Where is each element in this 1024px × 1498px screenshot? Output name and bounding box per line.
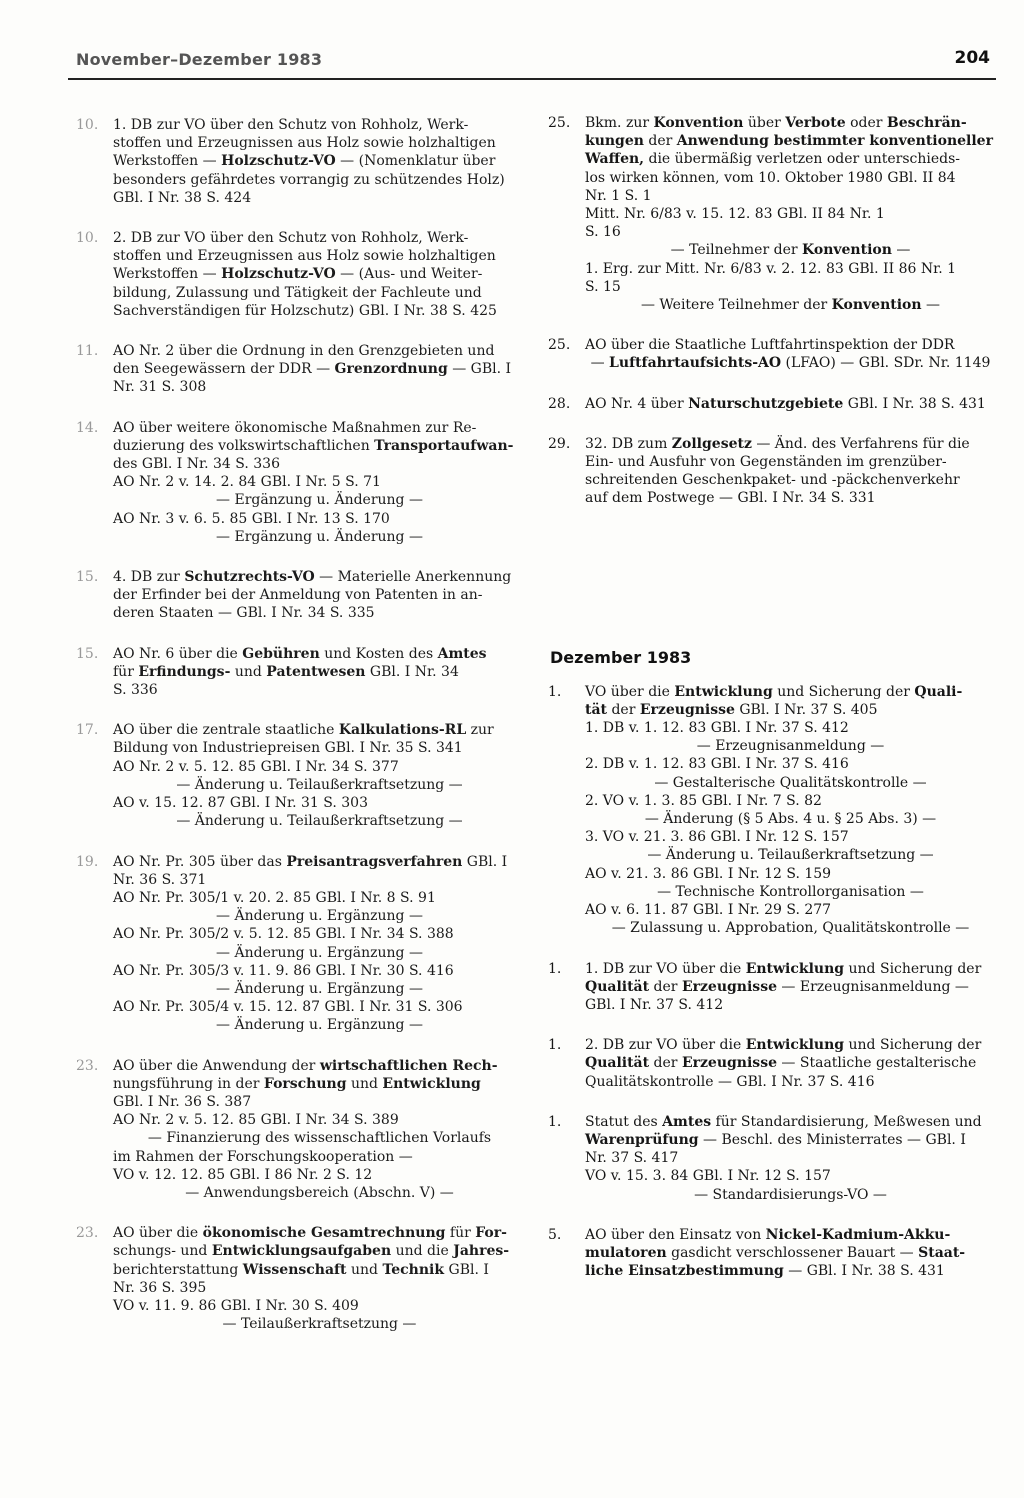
- entry-line: — Änderung u. Ergänzung —: [216, 908, 423, 925]
- entry-line: 2. DB v. 1. 12. 83 GBl. I Nr. 37 S. 416: [585, 756, 849, 773]
- right-column-top-entries: [548, 114, 996, 508]
- entry-line: AO v. 6. 11. 87 GBl. I Nr. 29 S. 277: [585, 902, 832, 919]
- entry-line: Waffen, die übermäßig verletzen oder unterschieds-: [585, 151, 961, 168]
- register-entry: [548, 336, 996, 372]
- entry-line: liche Einsatzbestimmung — GBl. I Nr. 38 S. 431: [585, 1263, 945, 1280]
- entry-date-number: 1.: [548, 1037, 562, 1054]
- entry-date-number: 25.: [548, 115, 571, 131]
- entry-line: AO Nr. Pr. 305/3 v. 11. 9. 86 GBl. I Nr. 30 S. 416: [113, 962, 454, 979]
- section-gap: [548, 530, 996, 648]
- entry-line: 4. DB zur Schutzrechts-VO — Materielle Anerkennung: [113, 569, 512, 586]
- entry-line: besonders gefährdetes vorrangig zu schützendes Holz): [113, 171, 505, 188]
- entry-line: AO Nr. 2 über die Ordnung in den Grenzgebieten und: [113, 343, 495, 360]
- entry-line: schungs- und Entwicklungsaufgaben und die Jahres-: [113, 1243, 510, 1260]
- register-entry: [76, 1224, 526, 1333]
- entry-line: 2. VO v. 1. 3. 85 GBl. I Nr. 7 S. 82: [585, 792, 822, 809]
- register-entry: [76, 853, 526, 1035]
- entry-line: VO über die Entwicklung und Sicherung der Quali-: [585, 683, 963, 700]
- register-entry: [76, 645, 526, 700]
- entry-line: Nr. 31 S. 308: [113, 379, 207, 396]
- entry-date-number: 11.: [76, 343, 99, 360]
- entry-line: AO Nr. 6 über die Gebühren und Kosten des Amtes: [113, 645, 487, 662]
- entry-line: — Änderung u. Teilaußerkraftsetzung —: [647, 847, 934, 864]
- entry-line: Warenprüfung — Beschl. des Ministerrates — GBl. I: [585, 1131, 966, 1148]
- entry-line: AO Nr. Pr. 305/4 v. 15. 12. 87 GBl. I Nr. 31 S. 306: [113, 999, 463, 1016]
- entry-line: AO Nr. Pr. 305 über das Preisantragsverfahren GBl. I: [113, 853, 508, 870]
- entry-line: Werkstoffen — Holzschutz-VO — (Nomenklatur über: [113, 153, 496, 170]
- entry-line: den Seegewässern der DDR — Grenzordnung — GBl. I: [113, 361, 512, 378]
- entry-line: AO Nr. 2 v. 5. 12. 85 GBl. I Nr. 34 S. 377: [113, 758, 399, 775]
- entry-line: — Änderung (§ 5 Abs. 4 u. § 25 Abs. 3) —: [644, 811, 937, 828]
- register-entry: [548, 960, 996, 1015]
- entry-line: VO v. 11. 9. 86 GBl. I Nr. 30 S. 409: [113, 1297, 359, 1314]
- entry-line: kungen der Anwendung bestimmter konventioneller: [585, 133, 993, 150]
- entry-date-number: 29.: [548, 435, 571, 452]
- entry-line: AO Nr. 2 v. 5. 12. 85 GBl. I Nr. 34 S. 389: [113, 1112, 399, 1129]
- left-column: [76, 116, 526, 1355]
- register-entry: [76, 568, 526, 623]
- entry-line: für Erfindungs- und Patentwesen GBl. I Nr. 34: [113, 663, 459, 680]
- entry-line: Ein- und Ausfuhr von Gegenständen im grenzüber-: [585, 454, 947, 471]
- entry-line: GBl. I Nr. 38 S. 424: [113, 189, 252, 206]
- entry-line: — Teilaußerkraftsetzung —: [222, 1316, 417, 1333]
- entry-line: Werkstoffen — Holzschutz-VO — (Aus- und Weiter-: [113, 266, 483, 283]
- entry-date-number: 17.: [76, 722, 99, 739]
- entry-line: AO über die Anwendung der wirtschaftlichen Rech-: [113, 1057, 498, 1074]
- entry-line: — Erzeugnisanmeldung —: [696, 738, 885, 755]
- entry-line: Nr. 1 S. 1: [585, 187, 652, 204]
- entry-date-number: 15.: [76, 645, 99, 662]
- register-entry: [76, 116, 526, 207]
- entry-line: AO über die ökonomische Gesamtrechnung für For-: [113, 1225, 507, 1242]
- entry-line: Bildung von Industriepreisen GBl. I Nr. 35 S. 341: [113, 740, 463, 757]
- entry-line: AO Nr. Pr. 305/2 v. 5. 12. 85 GBl. I Nr. 34 S. 388: [113, 926, 454, 943]
- entry-line: 3. VO v. 21. 3. 86 GBl. I Nr. 12 S. 157: [585, 829, 849, 846]
- entry-line: tät der Erzeugnisse GBl. I Nr. 37 S. 405: [585, 701, 878, 718]
- entry-line: — Zulassung u. Approbation, Qualitätskontrolle —: [611, 920, 970, 937]
- entry-line: Statut des Amtes für Standardisierung, Meßwesen und: [585, 1113, 982, 1130]
- entry-date-number: 10.: [76, 230, 99, 247]
- page-number: 204: [954, 48, 990, 68]
- entry-line: schreitenden Geschenkpaket- und -päckchenverkehr: [585, 472, 960, 489]
- entry-date-number: 14.: [76, 419, 99, 436]
- entry-line: 1. Erg. zur Mitt. Nr. 6/83 v. 2. 12. 83 GBl. II 86 Nr. 1: [585, 260, 957, 277]
- entry-line: 1. DB v. 1. 12. 83 GBl. I Nr. 37 S. 412: [585, 720, 849, 737]
- entry-line: 2. DB zur VO über die Entwicklung und Sicherung der: [585, 1037, 982, 1054]
- entry-line: AO v. 21. 3. 86 GBl. I Nr. 12 S. 159: [585, 865, 832, 882]
- entry-line: Nr. 36 S. 371: [113, 871, 207, 888]
- entry-line: — Änderung u. Ergänzung —: [216, 1017, 423, 1034]
- entry-line: deren Staaten — GBl. I Nr. 34 S. 335: [113, 605, 375, 622]
- register-entry: [76, 342, 526, 397]
- entry-line: bildung, Zulassung und Tätigkeit der Fachleute und: [113, 284, 482, 301]
- entry-date-number: 5.: [548, 1226, 562, 1243]
- register-entry: [548, 395, 996, 413]
- entry-line: — Änderung u. Teilaußerkraftsetzung —: [176, 813, 463, 830]
- running-title: November–Dezember 1983: [76, 50, 323, 69]
- entry-line: mulatoren gasdicht verschlossener Bauart — Staat-: [585, 1244, 966, 1261]
- entry-line: Qualität der Erzeugnisse — Staatliche gestalterische: [585, 1055, 977, 1072]
- entry-line: — Änderung u. Teilaußerkraftsetzung —: [176, 776, 463, 793]
- entry-line: VO v. 12. 12. 85 GBl. I 86 Nr. 2 S. 12: [113, 1166, 373, 1183]
- entry-line: duzierung des volkswirtschaftlichen Transportaufwan-: [113, 437, 514, 454]
- entry-date-number: 15.: [76, 569, 99, 586]
- register-entry: [76, 419, 526, 546]
- entry-line: 1. DB zur VO über den Schutz von Rohholz, Werk-: [113, 117, 469, 133]
- entry-line: GBl. I Nr. 36 S. 387: [113, 1093, 252, 1110]
- entry-line: AO über weitere ökonomische Maßnahmen zur Re-: [113, 419, 477, 436]
- entry-line: — Teilnehmer der Konvention —: [670, 242, 911, 259]
- entry-line: — Weitere Teilnehmer der Konvention —: [640, 297, 941, 314]
- entry-line: VO v. 15. 3. 84 GBl. I Nr. 12 S. 157: [585, 1168, 831, 1185]
- entry-line: — Änderung u. Ergänzung —: [216, 944, 423, 961]
- entry-date-number: 23.: [76, 1225, 99, 1242]
- entry-line: Bkm. zur Konvention über Verbote oder Beschrän-: [585, 115, 967, 131]
- entry-date-number: 1.: [548, 1113, 562, 1130]
- register-entry: [548, 683, 996, 938]
- entry-line: berichterstattung Wissenschaft und Technik GBl. I: [113, 1261, 489, 1278]
- entry-line: 32. DB zum Zollgesetz — Änd. des Verfahrens für die: [585, 435, 970, 452]
- register-entry: [76, 229, 526, 320]
- section-heading: Dezember 1983: [550, 647, 692, 667]
- entry-line: — Ergänzung u. Änderung —: [216, 492, 423, 509]
- entry-line: Qualität der Erzeugnisse — Erzeugnisanmeldung —: [585, 978, 969, 995]
- entry-line: des GBl. I Nr. 34 S. 336: [113, 456, 280, 473]
- entry-line: S. 16: [585, 224, 621, 241]
- register-entry: [548, 1036, 996, 1091]
- register-entry: [548, 1113, 996, 1204]
- entry-line: AO über die zentrale staatliche Kalkulations-RL zur: [113, 722, 494, 739]
- entry-line: — Ergänzung u. Änderung —: [216, 528, 423, 545]
- entry-line: stoffen und Erzeugnissen aus Holz sowie holzhaltigen: [113, 135, 496, 152]
- entry-line: — Finanzierung des wissenschaftlichen Vorlaufs: [147, 1130, 492, 1147]
- entry-line: Nr. 36 S. 395: [113, 1279, 207, 1296]
- entry-date-number: 1.: [548, 960, 562, 977]
- entry-line: stoffen und Erzeugnissen aus Holz sowie holzhaltigen: [113, 248, 496, 265]
- entry-line: im Rahmen der Forschungskooperation —: [113, 1148, 413, 1165]
- register-entry: [548, 435, 996, 508]
- right-column-bottom-entries: [548, 683, 996, 1281]
- right-column: [548, 114, 996, 1302]
- entry-line: der Erfinder bei der Anmeldung von Patenten in an-: [113, 587, 483, 604]
- entry-line: los wirken können, vom 10. Oktober 1980 GBl. II 84: [585, 169, 956, 186]
- entry-line: AO v. 15. 12. 87 GBl. I Nr. 31 S. 303: [113, 795, 368, 812]
- entry-line: GBl. I Nr. 37 S. 412: [585, 996, 724, 1013]
- entry-line: AO Nr. 2 v. 14. 2. 84 GBl. I Nr. 5 S. 71: [113, 474, 381, 491]
- entry-line: AO über die Staatliche Luftfahrtinspektion der DDR: [585, 337, 955, 354]
- register-entry: [76, 1057, 526, 1203]
- register-entry: [548, 114, 996, 314]
- entry-line: AO Nr. Pr. 305/1 v. 20. 2. 85 GBl. I Nr. 8 S. 91: [113, 889, 436, 906]
- entry-line: 1. DB zur VO über die Entwicklung und Sicherung der: [585, 960, 982, 977]
- entry-line: Sachverständigen für Holzschutz) GBl. I Nr. 38 S. 425: [113, 302, 497, 319]
- register-entry: [548, 1226, 996, 1281]
- entry-line: nungsführung in der Forschung und Entwicklung: [113, 1075, 481, 1092]
- entry-line: — Gestalterische Qualitätskontrolle —: [654, 774, 927, 791]
- entry-line: — Standardisierungs-VO —: [694, 1186, 887, 1203]
- entry-date-number: 25.: [548, 337, 571, 354]
- entry-line: — Luftfahrtaufsichts-AO (LFAO) — GBl. SDr. Nr. 1149: [590, 355, 991, 372]
- entry-line: S. 336: [113, 682, 158, 699]
- entry-line: Nr. 37 S. 417: [585, 1150, 679, 1167]
- entry-line: AO über den Einsatz von Nickel-Kadmium-Akku-: [585, 1226, 951, 1243]
- entry-line: S. 15: [585, 278, 621, 295]
- entry-line: — Anwendungsbereich (Abschn. V) —: [185, 1184, 454, 1201]
- entry-date-number: 19.: [76, 853, 99, 870]
- entry-line: AO Nr. 3 v. 6. 5. 85 GBl. I Nr. 13 S. 170: [113, 510, 390, 527]
- register-entry: [76, 721, 526, 830]
- entry-date-number: 1.: [548, 683, 562, 700]
- entry-date-number: 28.: [548, 395, 571, 412]
- entry-line: AO Nr. 4 über Naturschutzgebiete GBl. I Nr. 38 S. 431: [585, 395, 986, 412]
- entry-line: Qualitätskontrolle — GBl. I Nr. 37 S. 416: [585, 1073, 875, 1090]
- entry-date-number: 10.: [76, 117, 99, 133]
- entry-line: — Technische Kontrollorganisation —: [657, 883, 924, 900]
- header-rule: [68, 78, 996, 80]
- entry-line: Mitt. Nr. 6/83 v. 15. 12. 83 GBl. II 84 Nr. 1: [585, 206, 885, 223]
- entry-line: 2. DB zur VO über den Schutz von Rohholz, Werk-: [113, 230, 469, 247]
- entry-line: auf dem Postwege — GBl. I Nr. 34 S. 331: [585, 490, 876, 507]
- entry-line: — Änderung u. Ergänzung —: [216, 980, 423, 997]
- entry-date-number: 23.: [76, 1057, 99, 1074]
